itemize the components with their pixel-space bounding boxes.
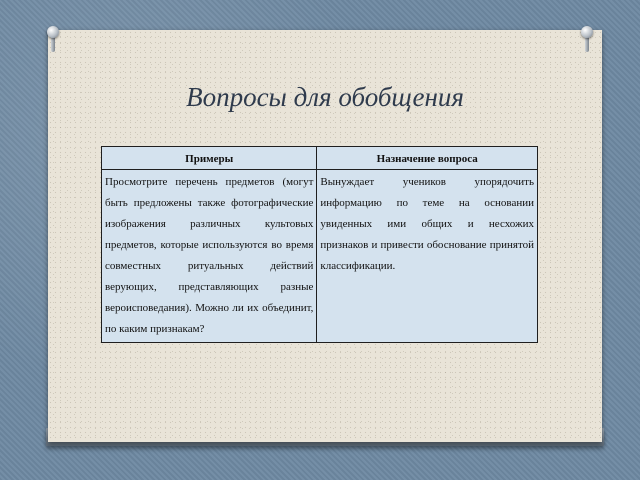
examples-text: Просмотрите перечень предметов (могут быть предложены также фотографические изображения различных культовых предметов, которые используются во время совместных ритуальных действий верующих, представляющих разные вероисповедания). Можно ли их объединит, по каким признакам? [105,176,314,335]
questions-table [101,146,538,343]
cell-purpose [317,170,538,343]
table-header-row [102,147,538,170]
pushpin-icon [47,26,59,52]
header-purpose: Назначение вопроса [317,147,538,170]
purpose-text: Вынуждает учеников упорядочить информацию по теме на основании увиденных ими общих и несхожих признаков и привести обоснование принятой классификации. [320,176,534,272]
cell-examples [102,170,317,343]
pushpin-icon [581,26,593,52]
table-row [102,170,538,343]
slide-title: Вопросы для обобщения [186,82,464,112]
header-examples: Примеры [102,147,317,170]
